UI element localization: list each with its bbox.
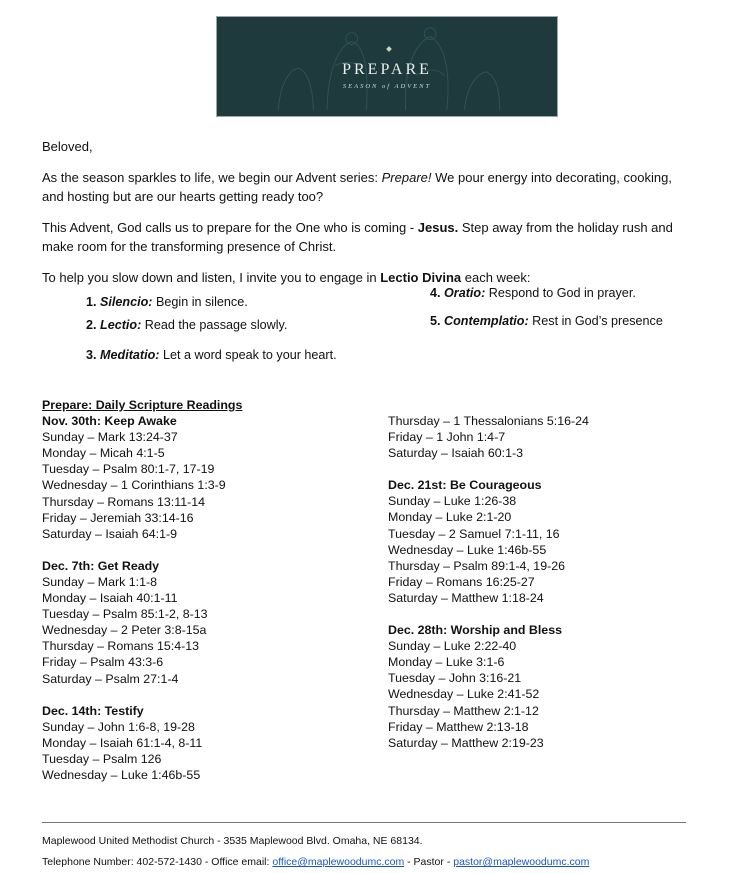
step-meditatio: 3. Meditatio: Let a word speak to your heart.: [86, 348, 337, 362]
call-paragraph: [42, 218, 692, 256]
week-title: Dec. 28th: Worship and Bless: [388, 623, 562, 638]
intro-paragraph: [42, 168, 692, 206]
week-title: Dec. 14th: Testify: [42, 703, 144, 718]
reading-item: Sunday – Mark 1:1-8: [42, 574, 158, 589]
banner-title: PREPARE: [342, 61, 432, 78]
intro-text-2: We pour energy into decorating, cooking, and hosting but are our hearts getting ready too?: [42, 170, 672, 204]
reading-item: Sunday – Mark 13:24-37: [42, 430, 178, 445]
reading-item: Saturday – Matthew 2:19-23: [388, 735, 544, 750]
reading-item: Sunday – Luke 2:22-40: [388, 639, 517, 654]
reading-item: Wednesday – Luke 1:46b-55: [388, 542, 547, 557]
reading-item: Tuesday – 2 Samuel 7:1-11, 16: [388, 526, 560, 541]
reading-item: Monday – Micah 4:1-5: [42, 446, 165, 461]
reading-item: Monday – Isaiah 40:1-11: [42, 591, 178, 606]
reading-item: Monday – Isaiah 61:1-4, 8-11: [42, 735, 203, 750]
step-silencio: 1. Silencio: Begin in silence.: [86, 295, 248, 309]
lectio-term: Lectio Divina: [380, 270, 462, 285]
step-oratio: 4. Oratio: Respond to God in prayer.: [430, 286, 636, 300]
lectio-text-2: each week:: [461, 270, 531, 285]
footer-contact: [42, 855, 589, 869]
reading-item: Saturday – Matthew 1:18-24: [388, 590, 544, 605]
reading-item: Wednesday – 1 Corinthians 1:3-9: [42, 478, 226, 493]
week-title: Dec. 21st: Be Courageous: [388, 478, 542, 493]
reading-item: Thursday – Matthew 2:1-12: [388, 703, 539, 718]
reading-item: Friday – Romans 16:25-27: [388, 574, 535, 589]
readings-left-column: [42, 397, 342, 783]
reading-item: Tuesday – Psalm 126: [42, 751, 162, 766]
reading-item: Tuesday – John 3:16-21: [388, 671, 522, 686]
call-text-2: Step away from the holiday rush and make room for the transforming presence of Christ.: [42, 220, 673, 254]
reading-item: Monday – Luke 3:1-6: [388, 655, 505, 670]
reading-item: Sunday – John 1:6-8, 19-28: [42, 719, 195, 734]
reading-item: Saturday – Isaiah 64:1-9: [42, 526, 178, 541]
advent-banner: [216, 16, 558, 117]
reading-item: Wednesday – Luke 1:46b-55: [42, 767, 201, 782]
reading-item: Friday – 1 John 1:4-7: [388, 430, 506, 445]
week-title: Nov. 30th: Keep Awake: [42, 414, 177, 429]
step-lectio: 2. Lectio: Read the passage slowly.: [86, 318, 288, 332]
reading-item: Saturday – Psalm 27:1-4: [42, 671, 179, 686]
reading-item: Saturday – Isaiah 60:1-3: [388, 446, 524, 461]
greeting: Beloved,: [42, 139, 93, 154]
footer-phone: Telephone Number: 402-572-1430 - Office email:: [42, 856, 273, 868]
reading-item: Thursday – Psalm 89:1-4, 19-26: [388, 558, 566, 573]
intro-text-1: As the season sparkles to life, we begin our Advent series:: [42, 170, 382, 185]
pastor-email-link[interactable]: pastor@maplewoodumc.com: [453, 856, 590, 868]
reading-item: Wednesday – 2 Peter 3:8-15a: [42, 623, 207, 638]
reading-item: Thursday – Romans 15:4-13: [42, 639, 200, 654]
series-name: Prepare!: [381, 170, 432, 185]
banner-subtitle: SEASON of ADVENT: [342, 83, 432, 90]
reading-item: Thursday – 1 Thessalonians 5:16-24: [388, 414, 589, 428]
reading-item: Friday – Jeremiah 33:14-16: [42, 510, 194, 525]
reading-item: Friday – Matthew 2:13-18: [388, 719, 529, 734]
office-email-link[interactable]: office@maplewoodumc.com: [272, 856, 405, 868]
reading-item: Thursday – Romans 13:11-14: [42, 494, 206, 509]
reading-item: Tuesday – Psalm 80:1-7, 17-19: [42, 462, 215, 477]
lectio-text-1: To help you slow down and listen, I invite you to engage in: [42, 270, 381, 285]
readings-heading: Prepare: Daily Scripture Readings: [42, 398, 243, 412]
call-text-1: This Advent, God calls us to prepare for the One who is coming -: [42, 220, 418, 235]
footer-divider: [42, 822, 686, 823]
footer-address: Maplewood United Methodist Church - 3535 Maplewood Blvd. Omaha, NE 68134.: [42, 835, 423, 847]
week-title: Dec. 7th: Get Ready: [42, 558, 160, 573]
call-name: Jesus.: [417, 220, 459, 235]
reading-item: Sunday – Luke 1:26-38: [388, 494, 517, 509]
reading-item: Wednesday – Luke 2:41-52: [388, 687, 540, 702]
readings-right-column: [388, 413, 688, 751]
reading-item: Monday – Luke 2:1-20: [388, 510, 512, 525]
reading-item: Tuesday – Psalm 85:1-2, 8-13: [42, 607, 208, 622]
reading-item: Friday – Psalm 43:3-6: [42, 655, 164, 670]
pastor-label: - Pastor -: [404, 856, 454, 868]
step-contemplatio: 5. Contemplatio: Rest in God’s presence: [430, 314, 663, 328]
